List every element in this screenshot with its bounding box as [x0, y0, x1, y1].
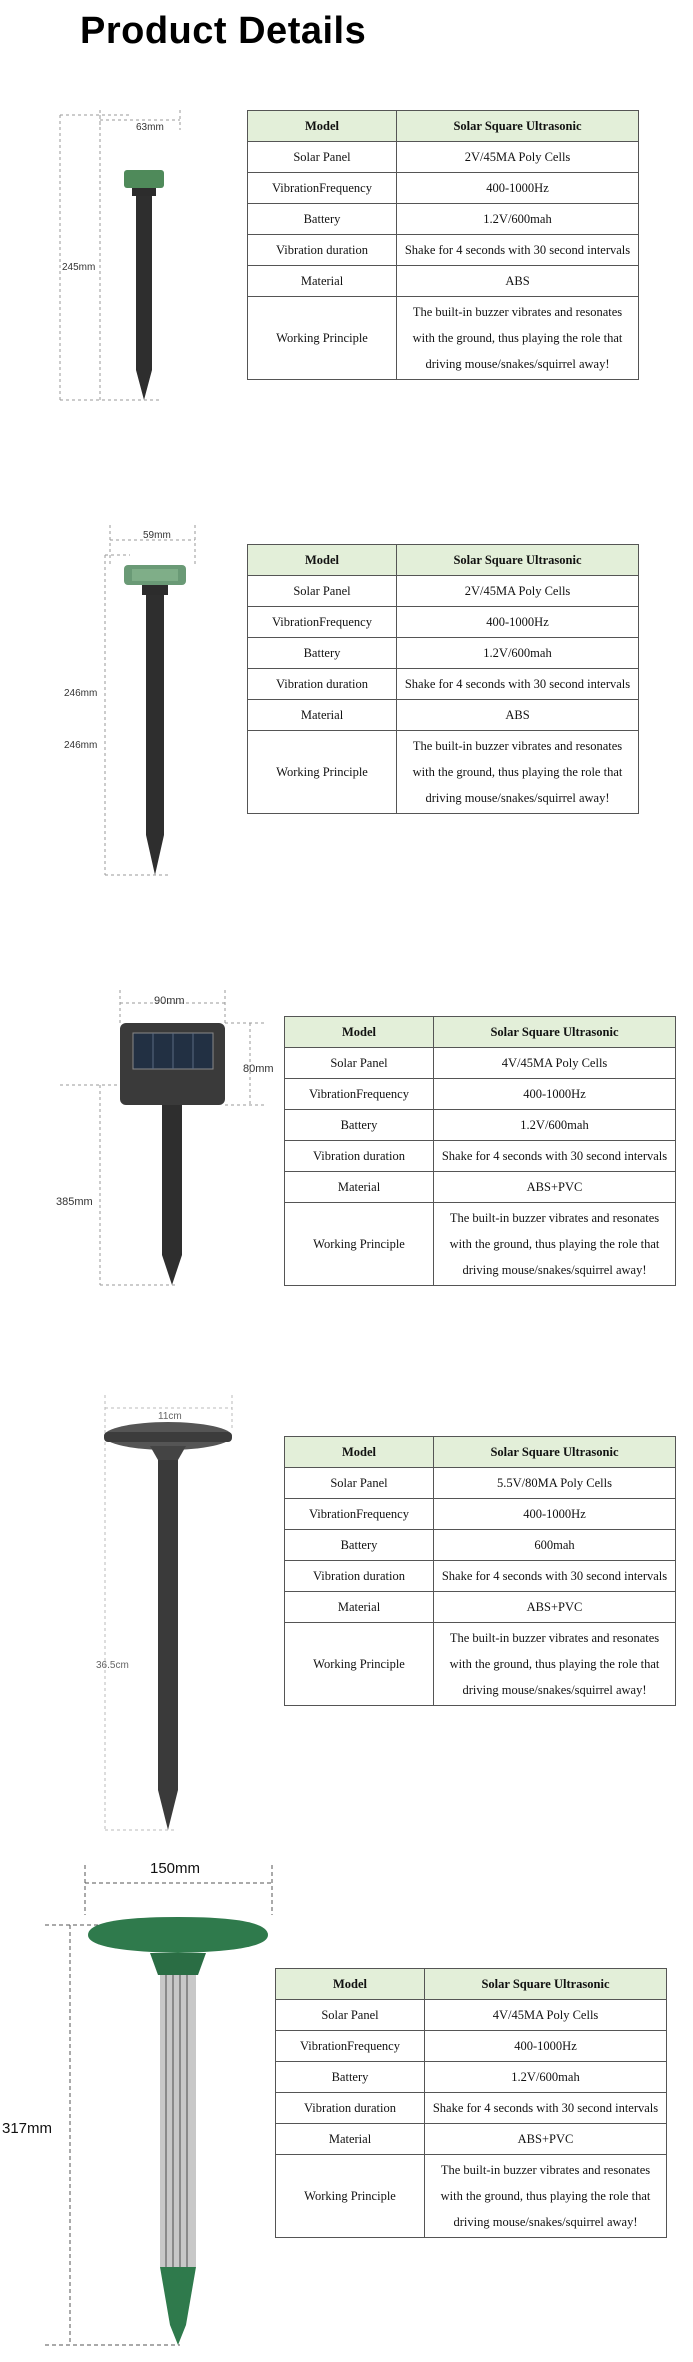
- spec-key: Model: [248, 111, 397, 142]
- product-illustration-5: [0, 1855, 290, 2355]
- height-dimension-label: 385mm: [56, 1196, 93, 1208]
- width-dimension-label: 90mm: [154, 995, 185, 1007]
- spec-value: Solar Square Ultrasonic: [397, 111, 639, 142]
- spec-value: 400-1000Hz: [434, 1499, 676, 1530]
- spec-value: 400-1000Hz: [397, 607, 639, 638]
- product-illustration-1: [0, 100, 260, 520]
- spec-key: Solar Panel: [285, 1468, 434, 1499]
- width-dimension-label: 11cm: [158, 1411, 182, 1422]
- width-dimension-label: 63mm: [136, 122, 164, 133]
- spec-value: 600mah: [434, 1530, 676, 1561]
- spec-value: 1.2V/600mah: [434, 1110, 676, 1141]
- head-height-dimension-label: 80mm: [243, 1063, 274, 1075]
- width-dimension-label: 150mm: [150, 1860, 201, 1877]
- spec-value: Solar Square Ultrasonic: [425, 1969, 667, 2000]
- spec-value: The built-in buzzer vibrates and resonates with the ground, thus playing the role that driving mouse/snakes/squirrel away!: [397, 297, 639, 380]
- spec-value: 4V/45MA Poly Cells: [425, 2000, 667, 2031]
- spec-key: Vibration duration: [248, 235, 397, 266]
- spec-key: Material: [276, 2124, 425, 2155]
- spec-key: Solar Panel: [248, 142, 397, 173]
- spec-value: 2V/45MA Poly Cells: [397, 142, 639, 173]
- spec-key: Vibration duration: [285, 1561, 434, 1592]
- width-dimension-label: 59mm: [143, 530, 171, 541]
- product-illustration-4: [0, 1390, 280, 1850]
- spec-key: Battery: [248, 638, 397, 669]
- spec-value: 400-1000Hz: [397, 173, 639, 204]
- spec-key: Battery: [285, 1110, 434, 1141]
- spec-value: 1.2V/600mah: [397, 638, 639, 669]
- spec-table-2: [247, 544, 639, 814]
- height-dimension-label: 246mm: [64, 688, 98, 699]
- spec-key: Battery: [276, 2062, 425, 2093]
- spec-value: The built-in buzzer vibrates and resonates with the ground, thus playing the role that driving mouse/snakes/squirrel away!: [434, 1203, 676, 1286]
- spec-key: Model: [276, 1969, 425, 2000]
- spec-value: The built-in buzzer vibrates and resonates with the ground, thus playing the role that driving mouse/snakes/squirrel away!: [425, 2155, 667, 2238]
- spec-table-5: [275, 1968, 667, 2238]
- spec-key: VibrationFrequency: [248, 607, 397, 638]
- spec-value: 400-1000Hz: [434, 1079, 676, 1110]
- spec-key: VibrationFrequency: [285, 1079, 434, 1110]
- spec-value: ABS: [397, 700, 639, 731]
- spec-value: Shake for 4 seconds with 30 second intervals: [434, 1561, 676, 1592]
- spec-value: ABS+PVC: [434, 1592, 676, 1623]
- spec-key: Solar Panel: [248, 576, 397, 607]
- spec-value: ABS+PVC: [434, 1172, 676, 1203]
- spec-value: 1.2V/600mah: [425, 2062, 667, 2093]
- spec-key: Material: [248, 700, 397, 731]
- spec-key: Working Principle: [276, 2155, 425, 2238]
- height-dimension-label: 36.5cm: [96, 1660, 129, 1671]
- spec-key: Working Principle: [248, 297, 397, 380]
- spec-table-3: [284, 1016, 676, 1286]
- height-dimension-label: 317mm: [2, 2120, 53, 2137]
- spec-value: 2V/45MA Poly Cells: [397, 576, 639, 607]
- product-illustration-3: [0, 985, 280, 1315]
- spec-key: Working Principle: [285, 1623, 434, 1706]
- spec-value: ABS: [397, 266, 639, 297]
- spec-key: Working Principle: [248, 731, 397, 814]
- product-illustration-2: [0, 515, 260, 895]
- spec-value: Solar Square Ultrasonic: [434, 1437, 676, 1468]
- spec-key: Model: [285, 1437, 434, 1468]
- spec-key: Battery: [248, 204, 397, 235]
- spec-key: Material: [285, 1592, 434, 1623]
- spec-value: 400-1000Hz: [425, 2031, 667, 2062]
- spec-value: The built-in buzzer vibrates and resonates with the ground, thus playing the role that driving mouse/snakes/squirrel away!: [434, 1623, 676, 1706]
- spec-value: Shake for 4 seconds with 30 second intervals: [397, 669, 639, 700]
- spec-value: Solar Square Ultrasonic: [434, 1017, 676, 1048]
- spec-value: Shake for 4 seconds with 30 second intervals: [397, 235, 639, 266]
- spec-key: VibrationFrequency: [285, 1499, 434, 1530]
- spec-key: Solar Panel: [276, 2000, 425, 2031]
- spec-table-4: [284, 1436, 676, 1706]
- spec-key: Material: [285, 1172, 434, 1203]
- spec-value: 4V/45MA Poly Cells: [434, 1048, 676, 1079]
- spec-key: Vibration duration: [248, 669, 397, 700]
- spec-key: Model: [248, 545, 397, 576]
- spec-key: Solar Panel: [285, 1048, 434, 1079]
- spec-key: Battery: [285, 1530, 434, 1561]
- spec-key: Vibration duration: [276, 2093, 425, 2124]
- spec-key: VibrationFrequency: [248, 173, 397, 204]
- spec-value: 5.5V/80MA Poly Cells: [434, 1468, 676, 1499]
- spec-key: VibrationFrequency: [276, 2031, 425, 2062]
- spec-value: Solar Square Ultrasonic: [397, 545, 639, 576]
- height-dimension-label: 245mm: [62, 262, 96, 273]
- height-dimension-label-repeat: 246mm: [64, 740, 98, 751]
- spec-key: Vibration duration: [285, 1141, 434, 1172]
- spec-key: Working Principle: [285, 1203, 434, 1286]
- spec-value: 1.2V/600mah: [397, 204, 639, 235]
- spec-table-1: [247, 110, 639, 380]
- spec-value: The built-in buzzer vibrates and resonates with the ground, thus playing the role that driving mouse/snakes/squirrel away!: [397, 731, 639, 814]
- spec-value: Shake for 4 seconds with 30 second intervals: [434, 1141, 676, 1172]
- spec-key: Material: [248, 266, 397, 297]
- spec-value: ABS+PVC: [425, 2124, 667, 2155]
- page-title: Product Details: [80, 10, 367, 52]
- spec-value: Shake for 4 seconds with 30 second intervals: [425, 2093, 667, 2124]
- spec-key: Model: [285, 1017, 434, 1048]
